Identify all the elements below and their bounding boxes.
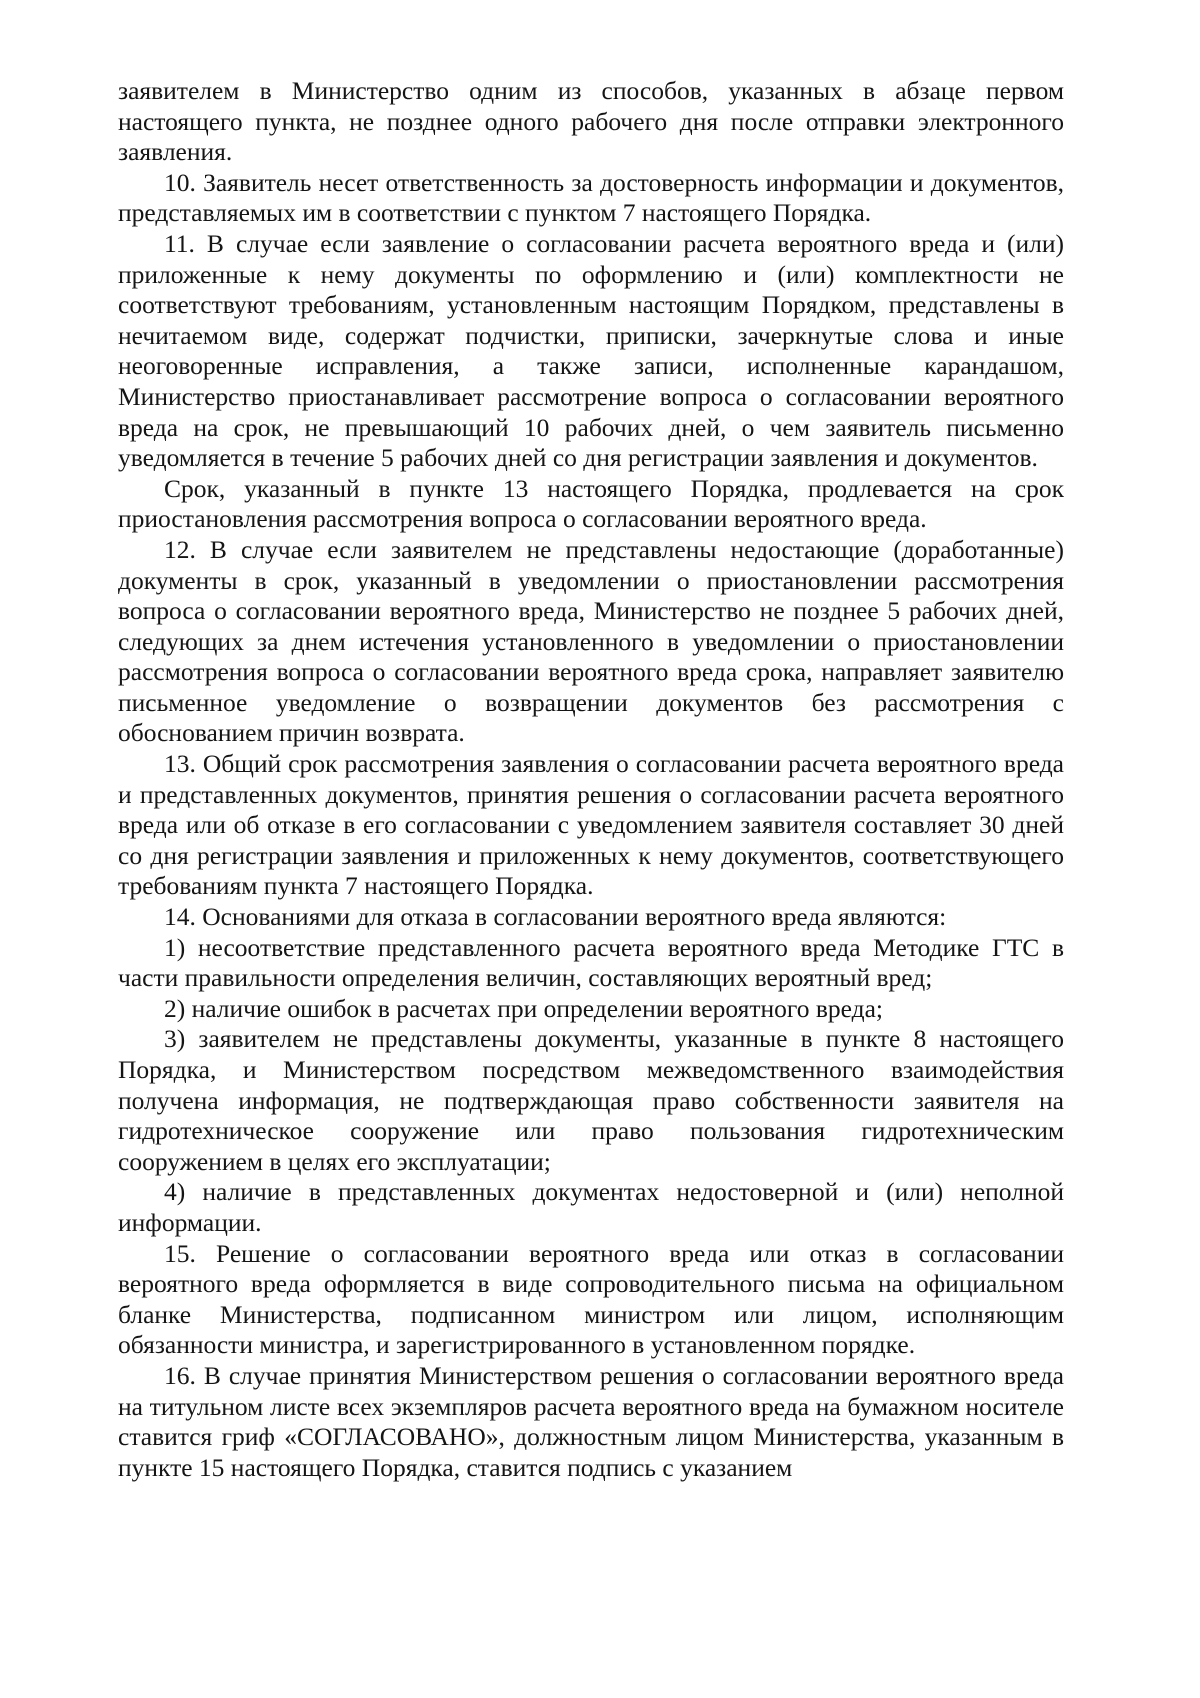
paragraph-item-11: 11. В случае если заявление о согласовании расчета вероятного вреда и (или) приложенные к нему документы по оформлению и (или) комплектности не соответствуют требованиям, установленным настоящим Порядком, представлены в нечитаемом виде, содержат подчистки, приписки, зачеркнутые слова и иные неоговоренные исправления, а также записи, исполненные карандашом, Министерство приостанавливает рассмотрение вопроса о согласовании вероятного вреда на срок, не превышающий 10 рабочих дней, о чем заявитель письменно уведомляется в течение 5 рабочих дней со дня регистрации заявления и документов. — [118, 228, 1064, 473]
paragraph-item-15: 15. Решение о согласовании вероятного вреда или отказ в согласовании вероятного вреда оформляется в виде сопроводительного письма на официальном бланке Министерства, подписанном министром или лицом, исполняющим обязанности министра, и зарегистрированного в установленном порядке. — [118, 1238, 1064, 1360]
paragraph-subitem-4: 4) наличие в представленных документах недостоверной и (или) неполной информации. — [118, 1177, 1064, 1237]
paragraph-item-10: 10. Заявитель несет ответственность за достоверность информации и документов, представляемых им в соответствии с пунктом 7 настоящего Порядка. — [118, 167, 1064, 228]
paragraph-item-13: 13. Общий срок рассмотрения заявления о согласовании расчета вероятного вреда и представленных документов, принятия решения о согласовании расчета вероятного вреда или об отказе в его согласовании с уведомлением заявителя составляет 30 дней со дня регистрации заявления и приложенных к нему документов, соответствующего требованиям пункта 7 настоящего Порядка. — [118, 749, 1064, 901]
paragraph-item-16: 16. В случае принятия Министерством решения о согласовании вероятного вреда на титульном листе всех экземпляров расчета вероятного вреда на бумажном носителе ставится гриф «СОГЛАСОВАНО», должностным лицом Министерства, указанным в пункте 15 настоящего Порядка, ставится подпись с указанием — [118, 1360, 1064, 1482]
paragraph-term-extension: Срок, указанный в пункте 13 настоящего Порядка, продлевается на срок приостановления рассмотрения вопроса о согласовании вероятного вреда. — [118, 473, 1064, 534]
paragraph-subitem-1: 1) несоответствие представленного расчета вероятного вреда Методике ГТС в части правильности определения величин, составляющих вероятный вред; — [118, 932, 1064, 993]
paragraph-subitem-2: 2) наличие ошибок в расчетах при определении вероятного вреда; — [164, 993, 883, 1023]
paragraph-item-12: 12. В случае если заявителем не представлены недостающие (доработанные) документы в срок, указанный в уведомлении о приостановлении рассмотрения вопроса о согласовании вероятного вреда, Министерство не позднее 5 рабочих дней, следующих за днем истечения установленного в уведомлении о приостановлении рассмотрения вопроса о согласовании вероятного вреда срока, направляет заявителю письменное уведомление о возвращении документов без рассмотрения с обоснованием причин возврата. — [118, 534, 1064, 748]
paragraph-subitem-3: 3) заявителем не представлены документы, указанные в пункте 8 настоящего Порядка, и Министерством посредством межведомственного взаимодействия получена информация, не подтверждающая право собственности заявителя на гидротехническое сооружение или право пользования гидротехническим сооружением в целях его эксплуатации; — [118, 1024, 1064, 1176]
document-page — [118, 76, 1064, 1483]
paragraph-continuation: заявителем в Министерство одним из способов, указанных в абзаце первом настоящего пункта, не позднее одного рабочего дня после отправки электронного заявления. — [118, 76, 1064, 167]
paragraph-item-14: 14. Основаниями для отказа в согласовании вероятного вреда являются: — [164, 902, 947, 932]
